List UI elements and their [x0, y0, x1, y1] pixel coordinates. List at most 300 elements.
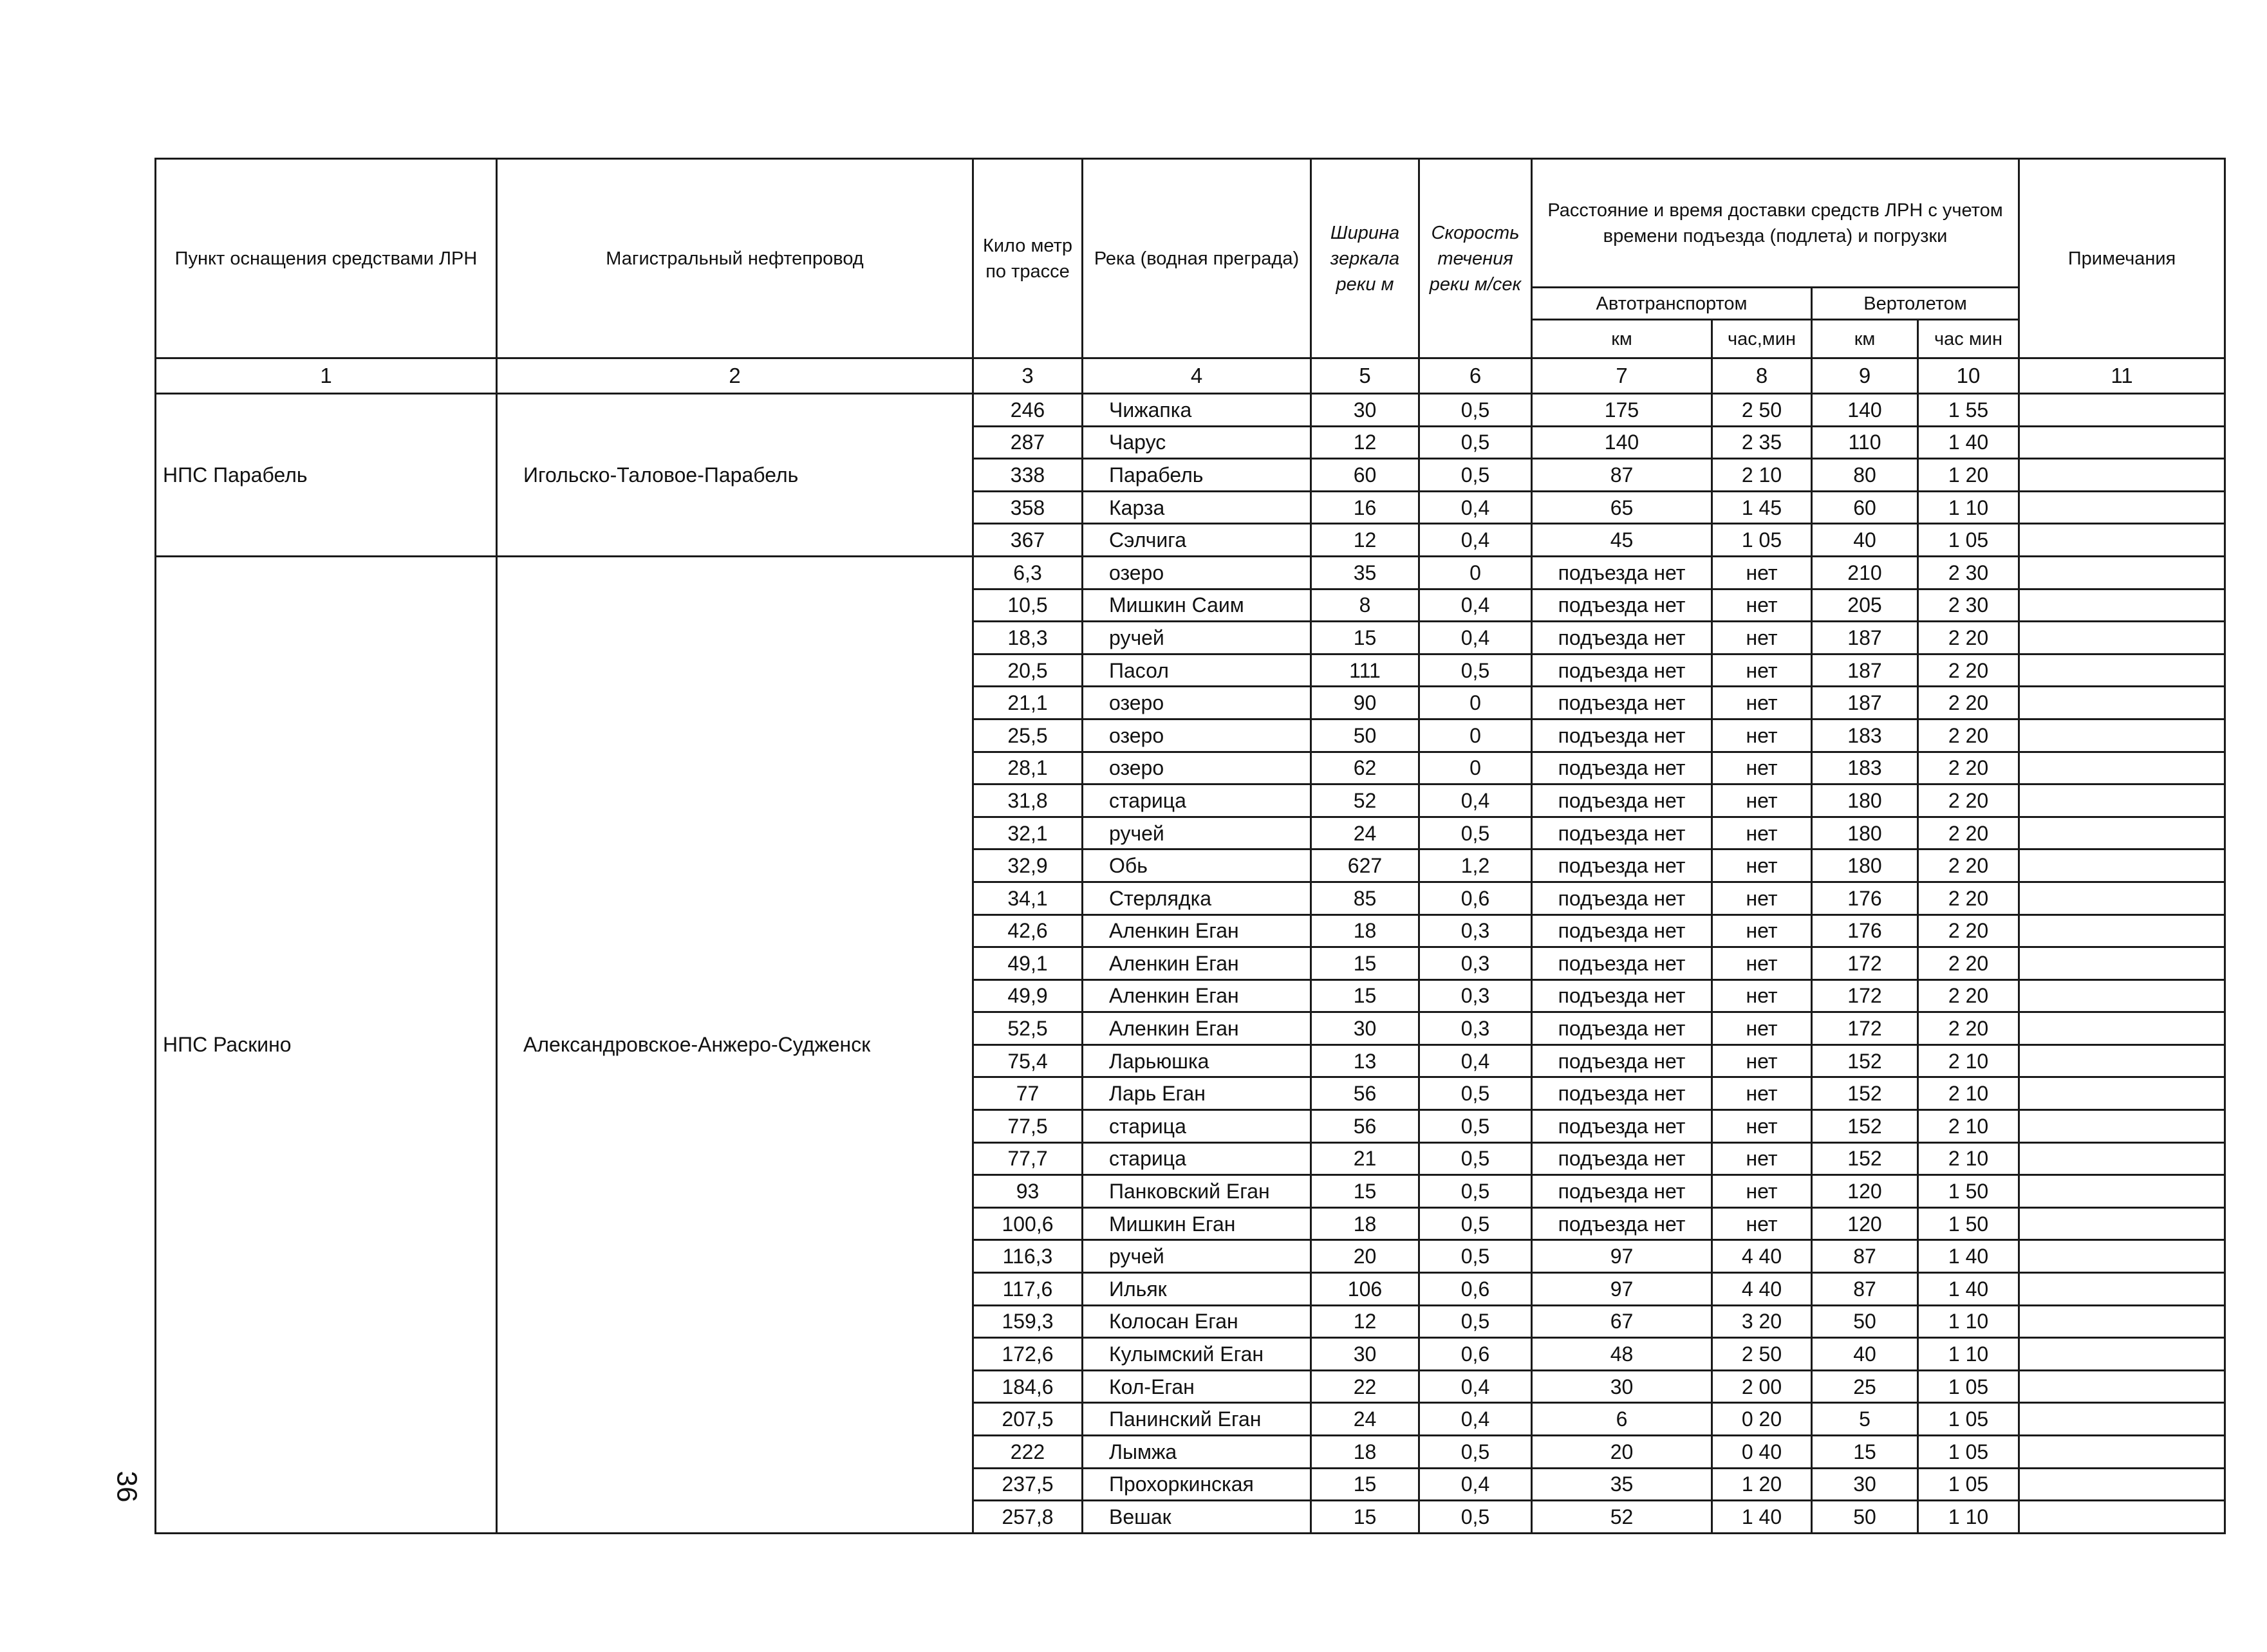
column-number: 11 — [2019, 358, 2225, 394]
auto-time-cell: 2 10 — [1712, 459, 1812, 492]
speed-cell: 0,5 — [1419, 1305, 1532, 1338]
km-cell: 20,5 — [973, 654, 1083, 687]
km-cell: 184,6 — [973, 1370, 1083, 1403]
km-cell: 18,3 — [973, 622, 1083, 654]
river-cell: Чижапка — [1083, 394, 1311, 427]
data-table — [154, 158, 2226, 1534]
km-cell: 10,5 — [973, 589, 1083, 622]
heli-km-cell: 80 — [1812, 459, 1918, 492]
auto-time-cell: нет — [1712, 914, 1812, 947]
river-cell: Чарус — [1083, 426, 1311, 459]
speed-cell: 0,3 — [1419, 947, 1532, 980]
auto-km-cell: подъезда нет — [1532, 882, 1712, 914]
river-cell: Обь — [1083, 849, 1311, 882]
heli-km-cell: 152 — [1812, 1077, 1918, 1110]
heli-km-cell: 87 — [1812, 1273, 1918, 1306]
auto-km-cell: подъезда нет — [1532, 1110, 1712, 1143]
heli-time-cell: 1 55 — [1918, 394, 2019, 427]
heli-time-cell: 1 40 — [1918, 426, 2019, 459]
river-cell: ручей — [1083, 1240, 1311, 1273]
auto-time-cell: нет — [1712, 1175, 1812, 1208]
river-cell: ручей — [1083, 622, 1311, 654]
heli-time-cell: 1 10 — [1918, 1501, 2019, 1534]
auto-time-cell: нет — [1712, 784, 1812, 817]
auto-time-cell: нет — [1712, 687, 1812, 719]
auto-km-cell: подъезда нет — [1532, 1012, 1712, 1045]
notes-cell — [2019, 622, 2225, 654]
width-cell: 56 — [1311, 1110, 1419, 1143]
notes-cell — [2019, 882, 2225, 914]
river-cell: озеро — [1083, 687, 1311, 719]
heli-time-cell: 1 10 — [1918, 1305, 2019, 1338]
speed-cell: 0,3 — [1419, 914, 1532, 947]
column-number: 10 — [1918, 358, 2019, 394]
speed-cell: 0,4 — [1419, 1044, 1532, 1077]
auto-time-cell: 1 40 — [1712, 1501, 1812, 1534]
heli-km-cell: 87 — [1812, 1240, 1918, 1273]
notes-cell — [2019, 491, 2225, 524]
speed-cell: 0,4 — [1419, 1403, 1532, 1436]
width-cell: 16 — [1311, 491, 1419, 524]
auto-km-cell: 45 — [1532, 524, 1712, 557]
heli-km-cell: 25 — [1812, 1370, 1918, 1403]
auto-time-cell: нет — [1712, 1142, 1812, 1175]
km-cell: 117,6 — [973, 1273, 1083, 1306]
heli-time-cell: 2 20 — [1918, 622, 2019, 654]
auto-km-cell: подъезда нет — [1532, 784, 1712, 817]
heli-km-cell: 50 — [1812, 1501, 1918, 1534]
heli-km-cell: 15 — [1812, 1436, 1918, 1469]
column-number: 9 — [1812, 358, 1918, 394]
km-cell: 32,9 — [973, 849, 1083, 882]
header-auto-km: км — [1532, 320, 1712, 358]
auto-km-cell: 20 — [1532, 1436, 1712, 1469]
speed-cell: 0,3 — [1419, 1012, 1532, 1045]
header-river: Река (водная преграда) — [1083, 159, 1311, 358]
width-cell: 60 — [1311, 459, 1419, 492]
speed-cell: 0,5 — [1419, 1077, 1532, 1110]
km-cell: 172,6 — [973, 1338, 1083, 1371]
width-cell: 30 — [1311, 1338, 1419, 1371]
notes-cell — [2019, 654, 2225, 687]
heli-time-cell: 1 20 — [1918, 459, 2019, 492]
width-cell: 18 — [1311, 1207, 1419, 1240]
km-cell: 237,5 — [973, 1468, 1083, 1501]
heli-km-cell: 110 — [1812, 426, 1918, 459]
heli-km-cell: 187 — [1812, 654, 1918, 687]
river-cell: озеро — [1083, 719, 1311, 752]
notes-cell — [2019, 1501, 2225, 1534]
river-cell: Ильяк — [1083, 1273, 1311, 1306]
auto-time-cell: нет — [1712, 1044, 1812, 1077]
auto-time-cell: 1 20 — [1712, 1468, 1812, 1501]
header-notes: Примечания — [2019, 159, 2225, 358]
width-cell: 50 — [1311, 719, 1419, 752]
auto-km-cell: 48 — [1532, 1338, 1712, 1371]
auto-time-cell: нет — [1712, 622, 1812, 654]
heli-time-cell: 2 20 — [1918, 979, 2019, 1012]
heli-km-cell: 152 — [1812, 1142, 1918, 1175]
heli-time-cell: 1 05 — [1918, 524, 2019, 557]
river-cell: старица — [1083, 1110, 1311, 1143]
width-cell: 12 — [1311, 426, 1419, 459]
notes-cell — [2019, 1044, 2225, 1077]
river-cell: Кол-Еган — [1083, 1370, 1311, 1403]
auto-km-cell: подъезда нет — [1532, 752, 1712, 784]
column-number: 3 — [973, 358, 1083, 394]
width-cell: 627 — [1311, 849, 1419, 882]
auto-km-cell: 175 — [1532, 394, 1712, 427]
speed-cell: 0 — [1419, 556, 1532, 589]
auto-time-cell: 2 35 — [1712, 426, 1812, 459]
heli-time-cell: 2 10 — [1918, 1110, 2019, 1143]
notes-cell — [2019, 1240, 2225, 1273]
river-cell: Ларьюшка — [1083, 1044, 1311, 1077]
river-cell: ручей — [1083, 817, 1311, 849]
km-cell: 100,6 — [973, 1207, 1083, 1240]
heli-km-cell: 120 — [1812, 1175, 1918, 1208]
heli-km-cell: 180 — [1812, 849, 1918, 882]
heli-time-cell: 1 50 — [1918, 1207, 2019, 1240]
auto-km-cell: 67 — [1532, 1305, 1712, 1338]
heli-km-cell: 210 — [1812, 556, 1918, 589]
auto-time-cell: 2 50 — [1712, 1338, 1812, 1371]
header-heli-time: час мин — [1918, 320, 2019, 358]
header-pipeline: Магистральный нефтепровод — [497, 159, 973, 358]
notes-cell — [2019, 1436, 2225, 1469]
heli-time-cell: 2 20 — [1918, 914, 2019, 947]
column-number: 1 — [156, 358, 497, 394]
column-numbers-row — [156, 358, 2225, 394]
notes-cell — [2019, 1468, 2225, 1501]
notes-cell — [2019, 1175, 2225, 1208]
speed-cell: 0,5 — [1419, 459, 1532, 492]
river-cell: Панковский Еган — [1083, 1175, 1311, 1208]
auto-time-cell: нет — [1712, 947, 1812, 980]
speed-cell: 0,4 — [1419, 524, 1532, 557]
heli-km-cell: 172 — [1812, 947, 1918, 980]
speed-cell: 0,4 — [1419, 589, 1532, 622]
speed-cell: 0,5 — [1419, 394, 1532, 427]
auto-km-cell: подъезда нет — [1532, 849, 1712, 882]
heli-time-cell: 2 20 — [1918, 849, 2019, 882]
speed-cell: 0,5 — [1419, 1207, 1532, 1240]
width-cell: 15 — [1311, 947, 1419, 980]
river-cell: старица — [1083, 784, 1311, 817]
width-cell: 30 — [1311, 1012, 1419, 1045]
speed-cell: 0,5 — [1419, 654, 1532, 687]
heli-time-cell: 1 05 — [1918, 1468, 2019, 1501]
km-cell: 77,5 — [973, 1110, 1083, 1143]
auto-time-cell: нет — [1712, 1110, 1812, 1143]
auto-km-cell: подъезда нет — [1532, 1207, 1712, 1240]
notes-cell — [2019, 914, 2225, 947]
km-cell: 42,6 — [973, 914, 1083, 947]
column-number: 4 — [1083, 358, 1311, 394]
km-cell: 338 — [973, 459, 1083, 492]
station-cell: НПС Парабель — [156, 394, 497, 557]
auto-km-cell: подъезда нет — [1532, 589, 1712, 622]
km-cell: 159,3 — [973, 1305, 1083, 1338]
heli-time-cell: 1 40 — [1918, 1240, 2019, 1273]
header-delivery-group: Расстояние и время доставки средств ЛРН с учетом времени подъезда (подлета) и погрузки — [1532, 159, 2019, 288]
heli-km-cell: 40 — [1812, 524, 1918, 557]
auto-km-cell: 30 — [1532, 1370, 1712, 1403]
river-cell: озеро — [1083, 556, 1311, 589]
auto-time-cell: нет — [1712, 882, 1812, 914]
auto-km-cell: 35 — [1532, 1468, 1712, 1501]
river-cell: старица — [1083, 1142, 1311, 1175]
auto-time-cell: нет — [1712, 589, 1812, 622]
heli-time-cell: 1 50 — [1918, 1175, 2019, 1208]
table-body — [156, 394, 2225, 1534]
heli-time-cell: 2 30 — [1918, 589, 2019, 622]
notes-cell — [2019, 556, 2225, 589]
heli-km-cell: 140 — [1812, 394, 1918, 427]
km-cell: 75,4 — [973, 1044, 1083, 1077]
river-cell: Аленкин Еган — [1083, 914, 1311, 947]
width-cell: 62 — [1311, 752, 1419, 784]
auto-km-cell: 52 — [1532, 1501, 1712, 1534]
km-cell: 32,1 — [973, 817, 1083, 849]
speed-cell: 0,5 — [1419, 817, 1532, 849]
speed-cell: 0,6 — [1419, 882, 1532, 914]
heli-km-cell: 183 — [1812, 719, 1918, 752]
speed-cell: 0,5 — [1419, 1240, 1532, 1273]
speed-cell: 1,2 — [1419, 849, 1532, 882]
pipeline-cell: Александровское-Анжеро-Судженск — [497, 556, 973, 1533]
speed-cell: 0,4 — [1419, 491, 1532, 524]
width-cell: 15 — [1311, 1501, 1419, 1534]
notes-cell — [2019, 1012, 2225, 1045]
heli-km-cell: 205 — [1812, 589, 1918, 622]
speed-cell: 0,5 — [1419, 1501, 1532, 1534]
km-cell: 77,7 — [973, 1142, 1083, 1175]
auto-km-cell: подъезда нет — [1532, 947, 1712, 980]
notes-cell — [2019, 947, 2225, 980]
auto-time-cell: 3 20 — [1712, 1305, 1812, 1338]
notes-cell — [2019, 1403, 2225, 1436]
river-cell: Аленкин Еган — [1083, 1012, 1311, 1045]
column-number: 7 — [1532, 358, 1712, 394]
river-cell: Панинский Еган — [1083, 1403, 1311, 1436]
width-cell: 90 — [1311, 687, 1419, 719]
river-cell: Пасол — [1083, 654, 1311, 687]
river-cell: Стерлядка — [1083, 882, 1311, 914]
heli-time-cell: 2 10 — [1918, 1077, 2019, 1110]
width-cell: 21 — [1311, 1142, 1419, 1175]
auto-km-cell: подъезда нет — [1532, 556, 1712, 589]
river-cell: Кулымский Еган — [1083, 1338, 1311, 1371]
heli-km-cell: 120 — [1812, 1207, 1918, 1240]
auto-km-cell: подъезда нет — [1532, 654, 1712, 687]
width-cell: 8 — [1311, 589, 1419, 622]
auto-time-cell: нет — [1712, 556, 1812, 589]
river-cell: Прохоркинская — [1083, 1468, 1311, 1501]
km-cell: 34,1 — [973, 882, 1083, 914]
km-cell: 257,8 — [973, 1501, 1083, 1534]
heli-time-cell: 2 20 — [1918, 784, 2019, 817]
page-number: 36 — [111, 1471, 143, 1503]
notes-cell — [2019, 1305, 2225, 1338]
heli-km-cell: 176 — [1812, 882, 1918, 914]
auto-time-cell: нет — [1712, 719, 1812, 752]
notes-cell — [2019, 426, 2225, 459]
heli-time-cell: 2 20 — [1918, 1012, 2019, 1045]
width-cell: 15 — [1311, 1175, 1419, 1208]
notes-cell — [2019, 979, 2225, 1012]
km-cell: 52,5 — [973, 1012, 1083, 1045]
heli-time-cell: 2 20 — [1918, 882, 2019, 914]
km-cell: 31,8 — [973, 784, 1083, 817]
speed-cell: 0,5 — [1419, 1142, 1532, 1175]
width-cell: 15 — [1311, 622, 1419, 654]
auto-km-cell: 65 — [1532, 491, 1712, 524]
river-cell: Колосан Еган — [1083, 1305, 1311, 1338]
notes-cell — [2019, 589, 2225, 622]
width-cell: 13 — [1311, 1044, 1419, 1077]
column-number: 6 — [1419, 358, 1532, 394]
km-cell: 358 — [973, 491, 1083, 524]
river-cell: Аленкин Еган — [1083, 947, 1311, 980]
width-cell: 24 — [1311, 1403, 1419, 1436]
notes-cell — [2019, 687, 2225, 719]
header-width: Ширина зеркала реки м — [1311, 159, 1419, 358]
auto-km-cell: подъезда нет — [1532, 1142, 1712, 1175]
km-cell: 246 — [973, 394, 1083, 427]
width-cell: 52 — [1311, 784, 1419, 817]
width-cell: 22 — [1311, 1370, 1419, 1403]
pipeline-cell: Игольско-Таловое-Парабель — [497, 394, 973, 557]
km-cell: 116,3 — [973, 1240, 1083, 1273]
notes-cell — [2019, 817, 2225, 849]
speed-cell: 0,4 — [1419, 622, 1532, 654]
speed-cell: 0,6 — [1419, 1273, 1532, 1306]
heli-time-cell: 1 40 — [1918, 1273, 2019, 1306]
auto-time-cell: 2 00 — [1712, 1370, 1812, 1403]
auto-km-cell: подъезда нет — [1532, 914, 1712, 947]
auto-km-cell: 6 — [1532, 1403, 1712, 1436]
km-cell: 77 — [973, 1077, 1083, 1110]
notes-cell — [2019, 719, 2225, 752]
auto-km-cell: подъезда нет — [1532, 719, 1712, 752]
km-cell: 28,1 — [973, 752, 1083, 784]
heli-km-cell: 172 — [1812, 1012, 1918, 1045]
auto-time-cell: 1 05 — [1712, 524, 1812, 557]
river-cell: Сэлчига — [1083, 524, 1311, 557]
heli-time-cell: 2 20 — [1918, 752, 2019, 784]
heli-time-cell: 2 20 — [1918, 719, 2019, 752]
heli-km-cell: 187 — [1812, 622, 1918, 654]
auto-km-cell: подъезда нет — [1532, 622, 1712, 654]
speed-cell: 0,5 — [1419, 1175, 1532, 1208]
heli-km-cell: 152 — [1812, 1110, 1918, 1143]
heli-time-cell: 1 10 — [1918, 491, 2019, 524]
width-cell: 24 — [1311, 817, 1419, 849]
auto-time-cell: нет — [1712, 849, 1812, 882]
auto-km-cell: подъезда нет — [1532, 817, 1712, 849]
notes-cell — [2019, 1142, 2225, 1175]
heli-km-cell: 180 — [1812, 817, 1918, 849]
notes-cell — [2019, 524, 2225, 557]
speed-cell: 0 — [1419, 719, 1532, 752]
speed-cell: 0,4 — [1419, 1468, 1532, 1501]
heli-time-cell: 1 05 — [1918, 1436, 2019, 1469]
notes-cell — [2019, 1370, 2225, 1403]
width-cell: 12 — [1311, 524, 1419, 557]
auto-km-cell: подъезда нет — [1532, 1044, 1712, 1077]
auto-time-cell: нет — [1712, 1207, 1812, 1240]
heli-time-cell: 1 05 — [1918, 1370, 2019, 1403]
notes-cell — [2019, 1207, 2225, 1240]
speed-cell: 0,6 — [1419, 1338, 1532, 1371]
km-cell: 6,3 — [973, 556, 1083, 589]
auto-time-cell: 0 40 — [1712, 1436, 1812, 1469]
width-cell: 106 — [1311, 1273, 1419, 1306]
heli-km-cell: 183 — [1812, 752, 1918, 784]
river-cell: Парабель — [1083, 459, 1311, 492]
speed-cell: 0 — [1419, 687, 1532, 719]
table-row — [156, 394, 2225, 427]
width-cell: 85 — [1311, 882, 1419, 914]
auto-time-cell: 4 40 — [1712, 1240, 1812, 1273]
notes-cell — [2019, 1077, 2225, 1110]
header-auto-time: час,мин — [1712, 320, 1812, 358]
width-cell: 111 — [1311, 654, 1419, 687]
auto-km-cell: 140 — [1532, 426, 1712, 459]
heli-km-cell: 180 — [1812, 784, 1918, 817]
river-cell: Вешак — [1083, 1501, 1311, 1534]
heli-time-cell: 1 10 — [1918, 1338, 2019, 1371]
speed-cell: 0,5 — [1419, 1110, 1532, 1143]
header-auto: Автотранспортом — [1532, 288, 1812, 320]
auto-km-cell: 87 — [1532, 459, 1712, 492]
width-cell: 15 — [1311, 1468, 1419, 1501]
header-speed: Скорость течения реки м/сек — [1419, 159, 1532, 358]
table-header — [156, 159, 2225, 394]
width-cell: 18 — [1311, 1436, 1419, 1469]
heli-km-cell: 176 — [1812, 914, 1918, 947]
heli-time-cell: 2 10 — [1918, 1044, 2019, 1077]
speed-cell: 0,4 — [1419, 784, 1532, 817]
speed-cell: 0,4 — [1419, 1370, 1532, 1403]
auto-time-cell: нет — [1712, 1077, 1812, 1110]
notes-cell — [2019, 1273, 2225, 1306]
heli-km-cell: 187 — [1812, 687, 1918, 719]
speed-cell: 0,3 — [1419, 979, 1532, 1012]
width-cell: 18 — [1311, 914, 1419, 947]
heli-time-cell: 2 20 — [1918, 654, 2019, 687]
auto-km-cell: 97 — [1532, 1273, 1712, 1306]
auto-time-cell: нет — [1712, 1012, 1812, 1045]
auto-km-cell: подъезда нет — [1532, 1175, 1712, 1208]
auto-time-cell: нет — [1712, 752, 1812, 784]
heli-time-cell: 2 10 — [1918, 1142, 2019, 1175]
auto-km-cell: подъезда нет — [1532, 687, 1712, 719]
km-cell: 207,5 — [973, 1403, 1083, 1436]
notes-cell — [2019, 1338, 2225, 1371]
auto-time-cell: нет — [1712, 817, 1812, 849]
heli-km-cell: 172 — [1812, 979, 1918, 1012]
km-cell: 49,9 — [973, 979, 1083, 1012]
river-cell: Карза — [1083, 491, 1311, 524]
river-cell: Мишкин Еган — [1083, 1207, 1311, 1240]
heli-time-cell: 2 20 — [1918, 947, 2019, 980]
auto-km-cell: 97 — [1532, 1240, 1712, 1273]
km-cell: 25,5 — [973, 719, 1083, 752]
notes-cell — [2019, 394, 2225, 427]
heli-km-cell: 30 — [1812, 1468, 1918, 1501]
